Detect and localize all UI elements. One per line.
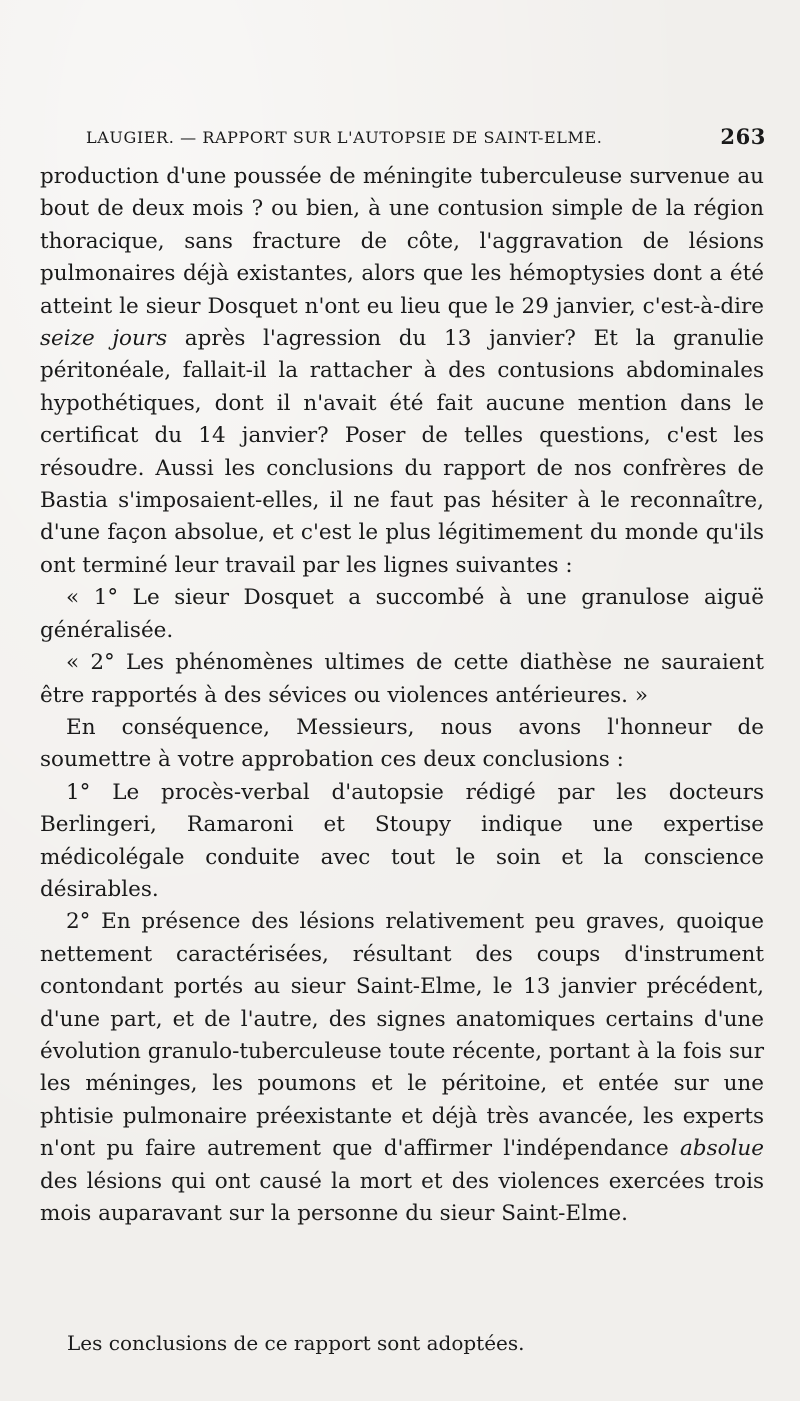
paragraph-text: après l'agression du 13 janvier? Et la granulie péritonéale, fallait-il la rattacher à des contusions abdominales hypothétiques, dont il n'avait été fait aucune mention dans le certificat du 14 janvier? Poser de telles questions, c'est les résoudre. Aussi les conclusions du rapport de nos confrères de Bastia s'imposaient-elles, il ne faut pas hésiter à le reconnaître, d'une façon absolue, et c'est le plus légitimement du monde qu'ils ont terminé leur travail par les lignes suivantes : — [40, 326, 764, 578]
emphasis-text: absolue — [679, 1136, 764, 1162]
paragraph-text: production d'une poussée de méningite tuberculeuse survenue au bout de deux mois ? ou bien, à une contusion simple de la région thoracique, sans fracture de côte, l'aggravation de lésions pulmonaires déjà existantes, alors que les hémoptysies dont a été atteint le sieur Dosquet n'ont eu lieu que le 29 janvier, c'est-à-dire — [40, 164, 764, 319]
paragraph-continuation — [40, 161, 764, 582]
quote-conclusion-1: « 1° Le sieur Dosquet a succombé à une granulose aiguë généralisée. — [40, 585, 764, 643]
emphasis-text: seize jours — [40, 326, 168, 352]
conclusion-2 — [40, 906, 764, 1230]
running-header — [86, 122, 766, 152]
paragraph-text: 2° En présence des lésions relativement peu graves, quoique nettement caractérisées, résultant des coups d'instrument contondant portés au sieur Saint-Elme, le 13 janvier précédent, d'une part, et de l'autre, des signes anatomiques certains d'une évolution granulo-tuberculeuse toute récente, portant à la fois sur les méninges, les poumons et le péritoine, et entée sur une phtisie pulmonaire préexistante et déjà très avancée, les experts n'ont pu faire autrement que d'affirmer l'indépendance — [40, 909, 764, 1162]
running-title: LAUGIER. — RAPPORT SUR L'AUTOPSIE DE SAINT-ELME. — [86, 128, 603, 147]
final-statement: Les conclusions de ce rapport sont adoptées. — [67, 1331, 525, 1355]
paragraph-text: des lésions qui ont causé la mort et des violences exercées trois mois auparavant sur la personne du sieur Saint-Elme. — [40, 1168, 764, 1226]
body-text — [40, 161, 764, 1230]
paragraph-consequence: En conséquence, Messieurs, nous avons l'honneur de soumettre à votre approbation ces deux conclusions : — [40, 714, 764, 773]
conclusion-1: 1° Le procès-verbal d'autopsie rédigé par les docteurs Berlingeri, Ramaroni et Stoupy indique une expertise médicolégale conduite avec tout le soin et la conscience désirables. — [40, 779, 764, 902]
quote-conclusion-2: « 2° Les phénomènes ultimes de cette diathèse ne sauraient être rapportés à des sévices ou violences antérieures. » — [40, 650, 764, 708]
page-number: 263 — [720, 124, 766, 149]
